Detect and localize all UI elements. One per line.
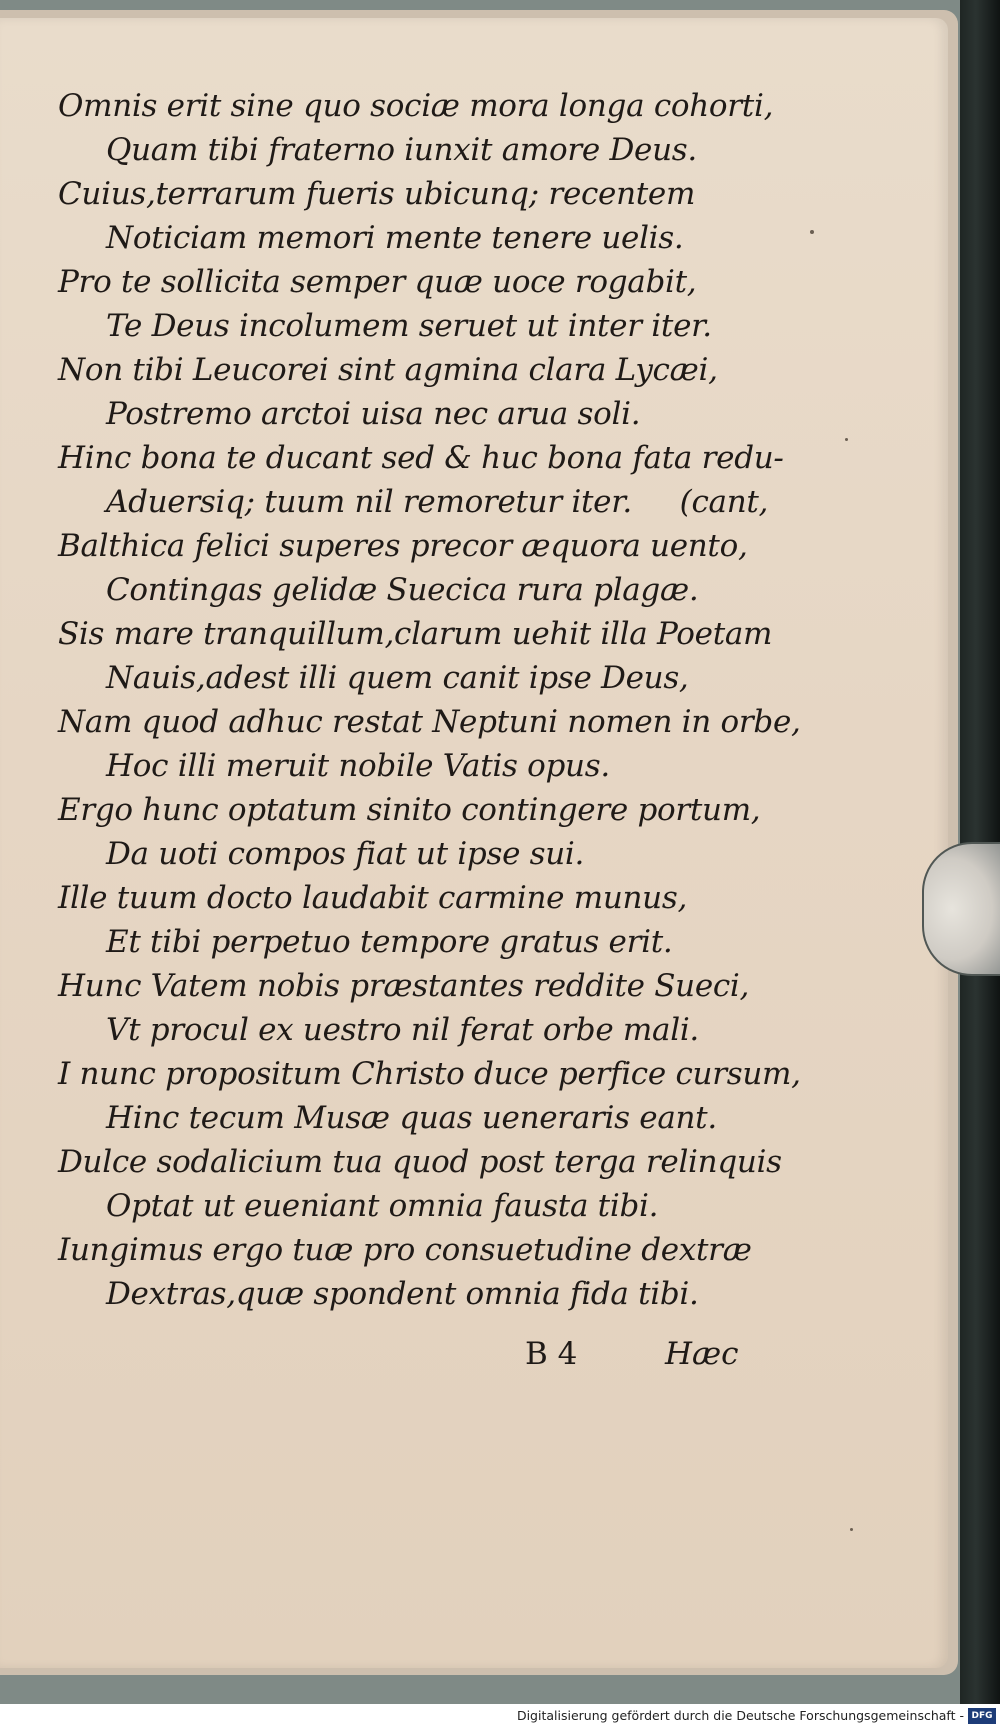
footer-bar	[0, 1704, 1000, 1730]
paper-speck	[850, 1528, 853, 1531]
poem-line: Hunc Vatem nobis præstantes reddite Sueci,	[58, 968, 750, 1004]
poem-line: Contingas gelidæ Suecica rura plagæ.	[106, 572, 699, 608]
poem-line: Vt procul ex uestro nil ferat orbe mali.	[106, 1012, 699, 1048]
poem-line: Non tibi Leucorei sint agmina clara Lycæi,	[58, 352, 718, 388]
poem-line: Sis mare tranquillum,clarum uehit illa Poetam	[58, 616, 773, 652]
poem-line: Aduersiq; tuum nil remoretur iter. (cant,	[106, 484, 769, 520]
poem-line: Optat ut eueniant omnia fausta tibi.	[106, 1188, 659, 1224]
page-signature	[525, 1332, 745, 1376]
poem-line: Te Deus incolumem seruet ut inter iter.	[106, 308, 712, 344]
poem-line: Noticiam memori mente tenere uelis.	[106, 220, 684, 256]
poem-line: Nauis,adest illi quem canit ipse Deus,	[106, 660, 689, 696]
poem-line: Cuius,terrarum fueris ubicunq; recentem	[58, 176, 696, 212]
poem-text	[58, 84, 801, 1316]
paper-speck	[845, 438, 848, 441]
poem-line: Hinc bona te ducant sed & huc bona fata redu-	[58, 440, 784, 476]
poem-line: Postremo arctoi uisa nec arua soli.	[106, 396, 641, 432]
poem-line: Hinc tecum Musæ quas ueneraris eant.	[106, 1100, 717, 1136]
poem-line: Ille tuum docto laudabit carmine munus,	[58, 880, 688, 916]
catchword: Hæc	[665, 1336, 739, 1372]
poem-line: Ergo hunc optatum sinito contingere portum,	[58, 792, 761, 828]
poem-line: Dextras,quæ spondent omnia fida tibi.	[106, 1276, 699, 1312]
dfg-logo: DFG	[968, 1708, 996, 1724]
poem-line: Iungimus ergo tuæ pro consuetudine dextræ	[58, 1232, 752, 1268]
poem-line: Hoc illi meruit nobile Vatis opus.	[106, 748, 610, 784]
poem-line: Omnis erit sine quo sociæ mora longa cohorti,	[58, 88, 774, 124]
poem-line: Et tibi perpetuo tempore gratus erit.	[106, 924, 673, 960]
funding-notice: Digitalisierung gefördert durch die Deutsche Forschungsgemeinschaft -	[516, 1708, 964, 1723]
book-clasp	[922, 842, 1000, 976]
poem-line: I nunc propositum Christo duce perfice cursum,	[58, 1056, 801, 1092]
signature-mark: B 4	[525, 1336, 578, 1372]
poem-line: Nam quod adhuc restat Neptuni nomen in orbe,	[58, 704, 801, 740]
poem-line: Dulce sodalicium tua quod post terga relinquis	[58, 1144, 782, 1180]
poem-line: Balthica felici superes precor æquora uento,	[58, 528, 748, 564]
poem-line: Da uoti compos fiat ut ipse sui.	[106, 836, 585, 872]
poem-line: Pro te sollicita semper quæ uoce rogabit,	[58, 264, 697, 300]
paper-speck	[810, 230, 814, 234]
poem-line: Quam tibi fraterno iunxit amore Deus.	[106, 132, 697, 168]
